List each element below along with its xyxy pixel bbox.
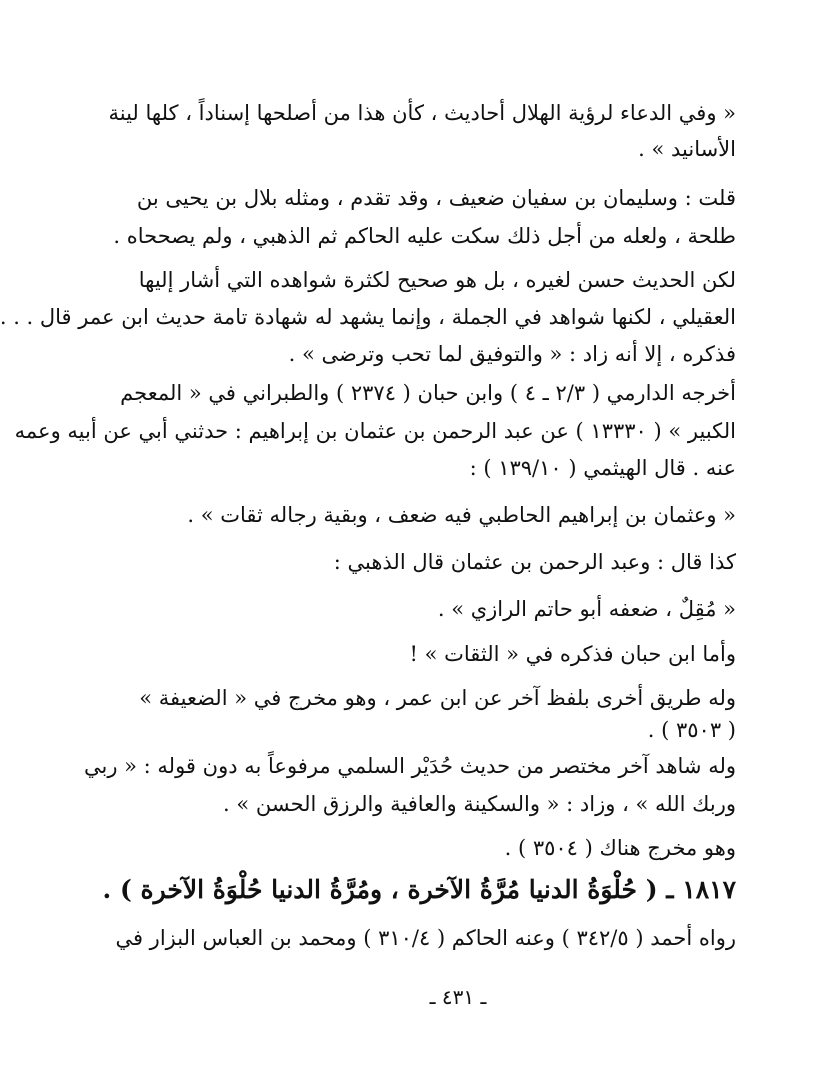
text-line: وله طريق أخرى بلفظ آخر عن ابن عمر ، وهو مخرج في « الضعيفة » bbox=[139, 686, 736, 710]
text-line: الكبير » ( ١٣٣٣٠ ) عن عبد الرحمن بن عثمان بن إبراهيم : حدثني أبي عن أبيه وعمه bbox=[14, 419, 736, 443]
quote-line: « وعثمان بن إبراهيم الحاطبي فيه ضعف ، وبقية رجاله ثقات » . bbox=[187, 503, 736, 527]
text-line: عنه . قال الهيثمي ( ١٣٩/١٠ ) : bbox=[469, 456, 736, 480]
text-line: كذا قال : وعبد الرحمن بن عثمان قال الذهبي : bbox=[333, 550, 736, 574]
text-line: أخرجه الدارمي ( ٢/٣ ـ ٤ ) وابن حبان ( ٢٣٧٤ ) والطبراني في « المعجم bbox=[120, 381, 736, 405]
text-line: فذكره ، إلا أنه زاد : « والتوفيق لما تحب وترضى » . bbox=[288, 342, 736, 366]
text-line: العقيلي ، لكنها شواهد في الجملة ، وإنما يشهد له شهادة تامة حديث ابن عمر قال . . . bbox=[0, 305, 736, 329]
text-line: ( ٣٥٠٣ ) . bbox=[647, 718, 736, 742]
text-line: وله شاهد آخر مختصر من حديث حُدَيْر السلمي مرفوعاً به دون قوله : « ربي bbox=[83, 754, 736, 778]
quote-line: « مُقِلٌ ، ضعفه أبو حاتم الرازي » . bbox=[437, 597, 736, 621]
text-line: « وفي الدعاء لرؤية الهلال أحاديث ، كأن هذا من أصلحها إسناداً ، كلها لينة bbox=[108, 101, 736, 125]
text-line: وأما ابن حبان فذكره في « الثقات » ! bbox=[409, 642, 736, 666]
text-line: لكن الحديث حسن لغيره ، بل هو صحيح لكثرة شواهده التي أشار إليها bbox=[138, 268, 736, 292]
text-line: قلت : وسليمان بن سفيان ضعيف ، وقد تقدم ، ومثله بلال بن يحيى بن bbox=[136, 186, 736, 210]
hadith-heading: ١٨١٧ ـ ( حُلْوَةُ الدنيا مُرَّةُ الآخرة ، ومُرَّةُ الدنيا حُلْوَةُ الآخرة ) . bbox=[102, 875, 736, 904]
text-line: رواه أحمد ( ٣٤٢/٥ ) وعنه الحاكم ( ٣١٠/٤ ) ومحمد بن العباس البزار في bbox=[115, 926, 736, 950]
text-line: وهو مخرج هناك ( ٣٥٠٤ ) . bbox=[504, 836, 736, 860]
text-line: وربك الله » ، وزاد : « والسكينة والعافية والرزق الحسن » . bbox=[223, 792, 736, 816]
page-number: ـ ٤٣١ ـ bbox=[429, 985, 487, 1009]
text-line: الأسانيد » . bbox=[638, 137, 736, 161]
text-line: طلحة ، ولعله من أجل ذلك سكت عليه الحاكم ثم الذهبي ، ولم يصححاه . bbox=[113, 224, 736, 248]
